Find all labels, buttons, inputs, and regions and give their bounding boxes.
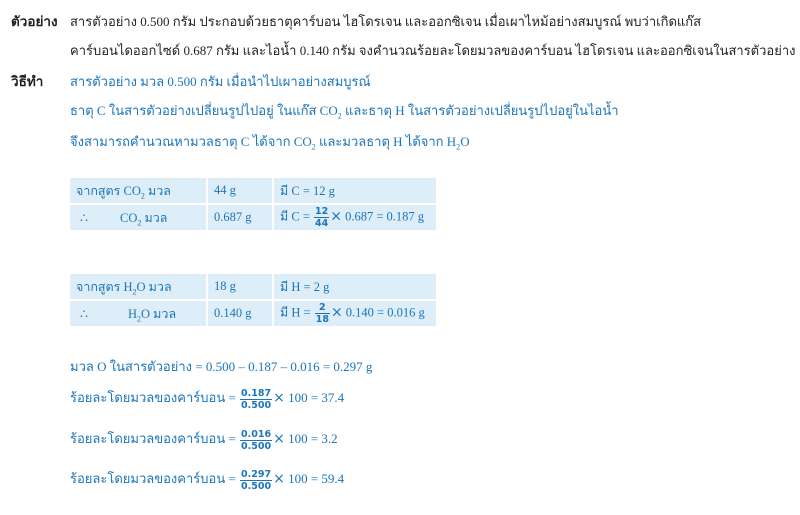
table-cell: 18 g (208, 274, 272, 299)
fraction-denominator: 18 (315, 314, 329, 325)
fraction (240, 388, 272, 411)
cell-text: จากสูตร H (76, 279, 133, 294)
percent-label: ร้อยละโดยมวลของคาร์บอน = (70, 431, 240, 446)
times-sign: × (273, 431, 285, 447)
example-label: ตัวอย่าง (11, 14, 58, 29)
fraction-numerator: 12 (315, 206, 329, 217)
table-cell: 44 g (208, 178, 272, 203)
percent-line (70, 468, 344, 492)
solution-line-1: สารตัวอย่าง มวล 0.500 กรัม เมื่อนำไปเผาอย่างสมบูรณ์ (70, 74, 371, 89)
table-cell: 0.687 g (208, 205, 272, 230)
cell-text: CO (120, 210, 138, 225)
times-sign: × (273, 390, 285, 406)
subscript: 2 (337, 111, 342, 121)
cell-text: 0.140 = 0.016 g (342, 305, 425, 320)
solution-line-3 (70, 131, 470, 152)
cell-text: มี C = (280, 209, 314, 224)
table-cell (70, 301, 206, 326)
fraction-numerator: 0.016 (241, 428, 272, 440)
cell-text: จากสูตร CO (76, 183, 141, 198)
times-sign: × (330, 208, 342, 225)
table-cell: มี H = 2 g (274, 274, 436, 299)
times-sign: × (330, 304, 343, 321)
table-cell: 0.140 g (208, 301, 272, 326)
fraction (314, 206, 329, 229)
example-text-line-1: สารตัวอย่าง 0.500 กรัม ประกอบด้วยธาตุคาร์บอน ไฮโดรเจน และออกซิเจน เมื่อเผาไหม้อย่างสมบูรณ์ พบว่าเกิดแก๊ส (70, 14, 702, 29)
fraction-denominator: 0.500 (241, 399, 272, 411)
percent-label: ร้อยละโดยมวลของคาร์บอน = (70, 471, 240, 486)
cell-text: 0.687 = 0.187 g (341, 209, 425, 224)
h2o-calculation-table (68, 272, 438, 328)
solution-line-3-part-c: O (460, 134, 470, 149)
subscript: 2 (132, 287, 137, 296)
co2-calculation-table (68, 176, 438, 232)
subscript: 2 (137, 218, 142, 227)
subscript: 2 (456, 142, 461, 152)
example-text-line-2: คาร์บอนไดออกไซด์ 0.687 กรัม และไอน้ำ 0.140 กรัม จงคำนวณร้อยละโดยมวลของคาร์บอน ไฮโดรเจน และออกซิเจนในสารตัวอย่าง (70, 43, 796, 58)
fraction-numerator: 0.297 (241, 468, 272, 480)
solution-line-3-part-b: และมวลธาตุ H ได้จาก H (315, 134, 457, 149)
cell-text: มวล (141, 210, 168, 225)
table-row (70, 178, 436, 203)
cell-text: O มวล (136, 279, 172, 294)
table-cell (70, 178, 206, 203)
table-row (70, 274, 436, 299)
cell-text: มี H = (280, 305, 314, 320)
times-sign: × (273, 471, 285, 487)
fraction-numerator: 0.187 (241, 387, 272, 399)
fraction-numerator: 2 (315, 302, 330, 314)
solution-line-3-part-a: จึงสามารถคำนวณหามวลธาตุ C ได้จาก CO (70, 134, 312, 149)
cell-text: มวล (144, 183, 171, 198)
therefore-symbol: ∴ (80, 306, 88, 321)
subscript: 2 (137, 314, 142, 323)
percent-label: ร้อยละโดยมวลของคาร์บอน = (70, 390, 240, 405)
percent-result: 100 = 37.4 (284, 390, 345, 405)
table-cell (274, 205, 436, 230)
cell-text: O มวล (141, 306, 177, 321)
table-row (70, 301, 436, 326)
table-cell: มี C = 12 g (274, 178, 436, 203)
fraction-denominator: 44 (315, 218, 329, 229)
solution-line-2-part-b: และธาตุ H ในสารตัวอย่างเปลี่ยนรูปไปอยู่ในไอน้ำ (341, 103, 619, 118)
cell-text: H (128, 306, 138, 321)
solution-line-2-part-a: ธาตุ C ในสารตัวอย่างเปลี่ยนรูปไปอยู่ ในแก๊ส CO (70, 103, 338, 118)
fraction (240, 429, 272, 452)
subscript: 2 (311, 142, 316, 152)
solution-line-2 (70, 100, 619, 121)
subscript: 2 (140, 191, 145, 200)
percent-line (70, 428, 338, 452)
oxygen-mass-line: มวล O ในสารตัวอย่าง = 0.500 – 0.187 – 0.016 = 0.297 g (70, 359, 373, 374)
table-cell (70, 274, 206, 299)
fraction (240, 469, 272, 492)
table-cell (70, 205, 206, 230)
table-cell (274, 301, 436, 326)
percent-result: 100 = 59.4 (284, 471, 345, 486)
percent-result: 100 = 3.2 (284, 431, 338, 446)
table-row (70, 205, 436, 230)
fraction (315, 302, 330, 325)
percent-line (70, 387, 344, 411)
solution-label: วิธีทำ (11, 74, 44, 89)
therefore-symbol: ∴ (80, 210, 88, 225)
fraction-denominator: 0.500 (241, 440, 272, 452)
fraction-denominator: 0.500 (241, 480, 272, 492)
